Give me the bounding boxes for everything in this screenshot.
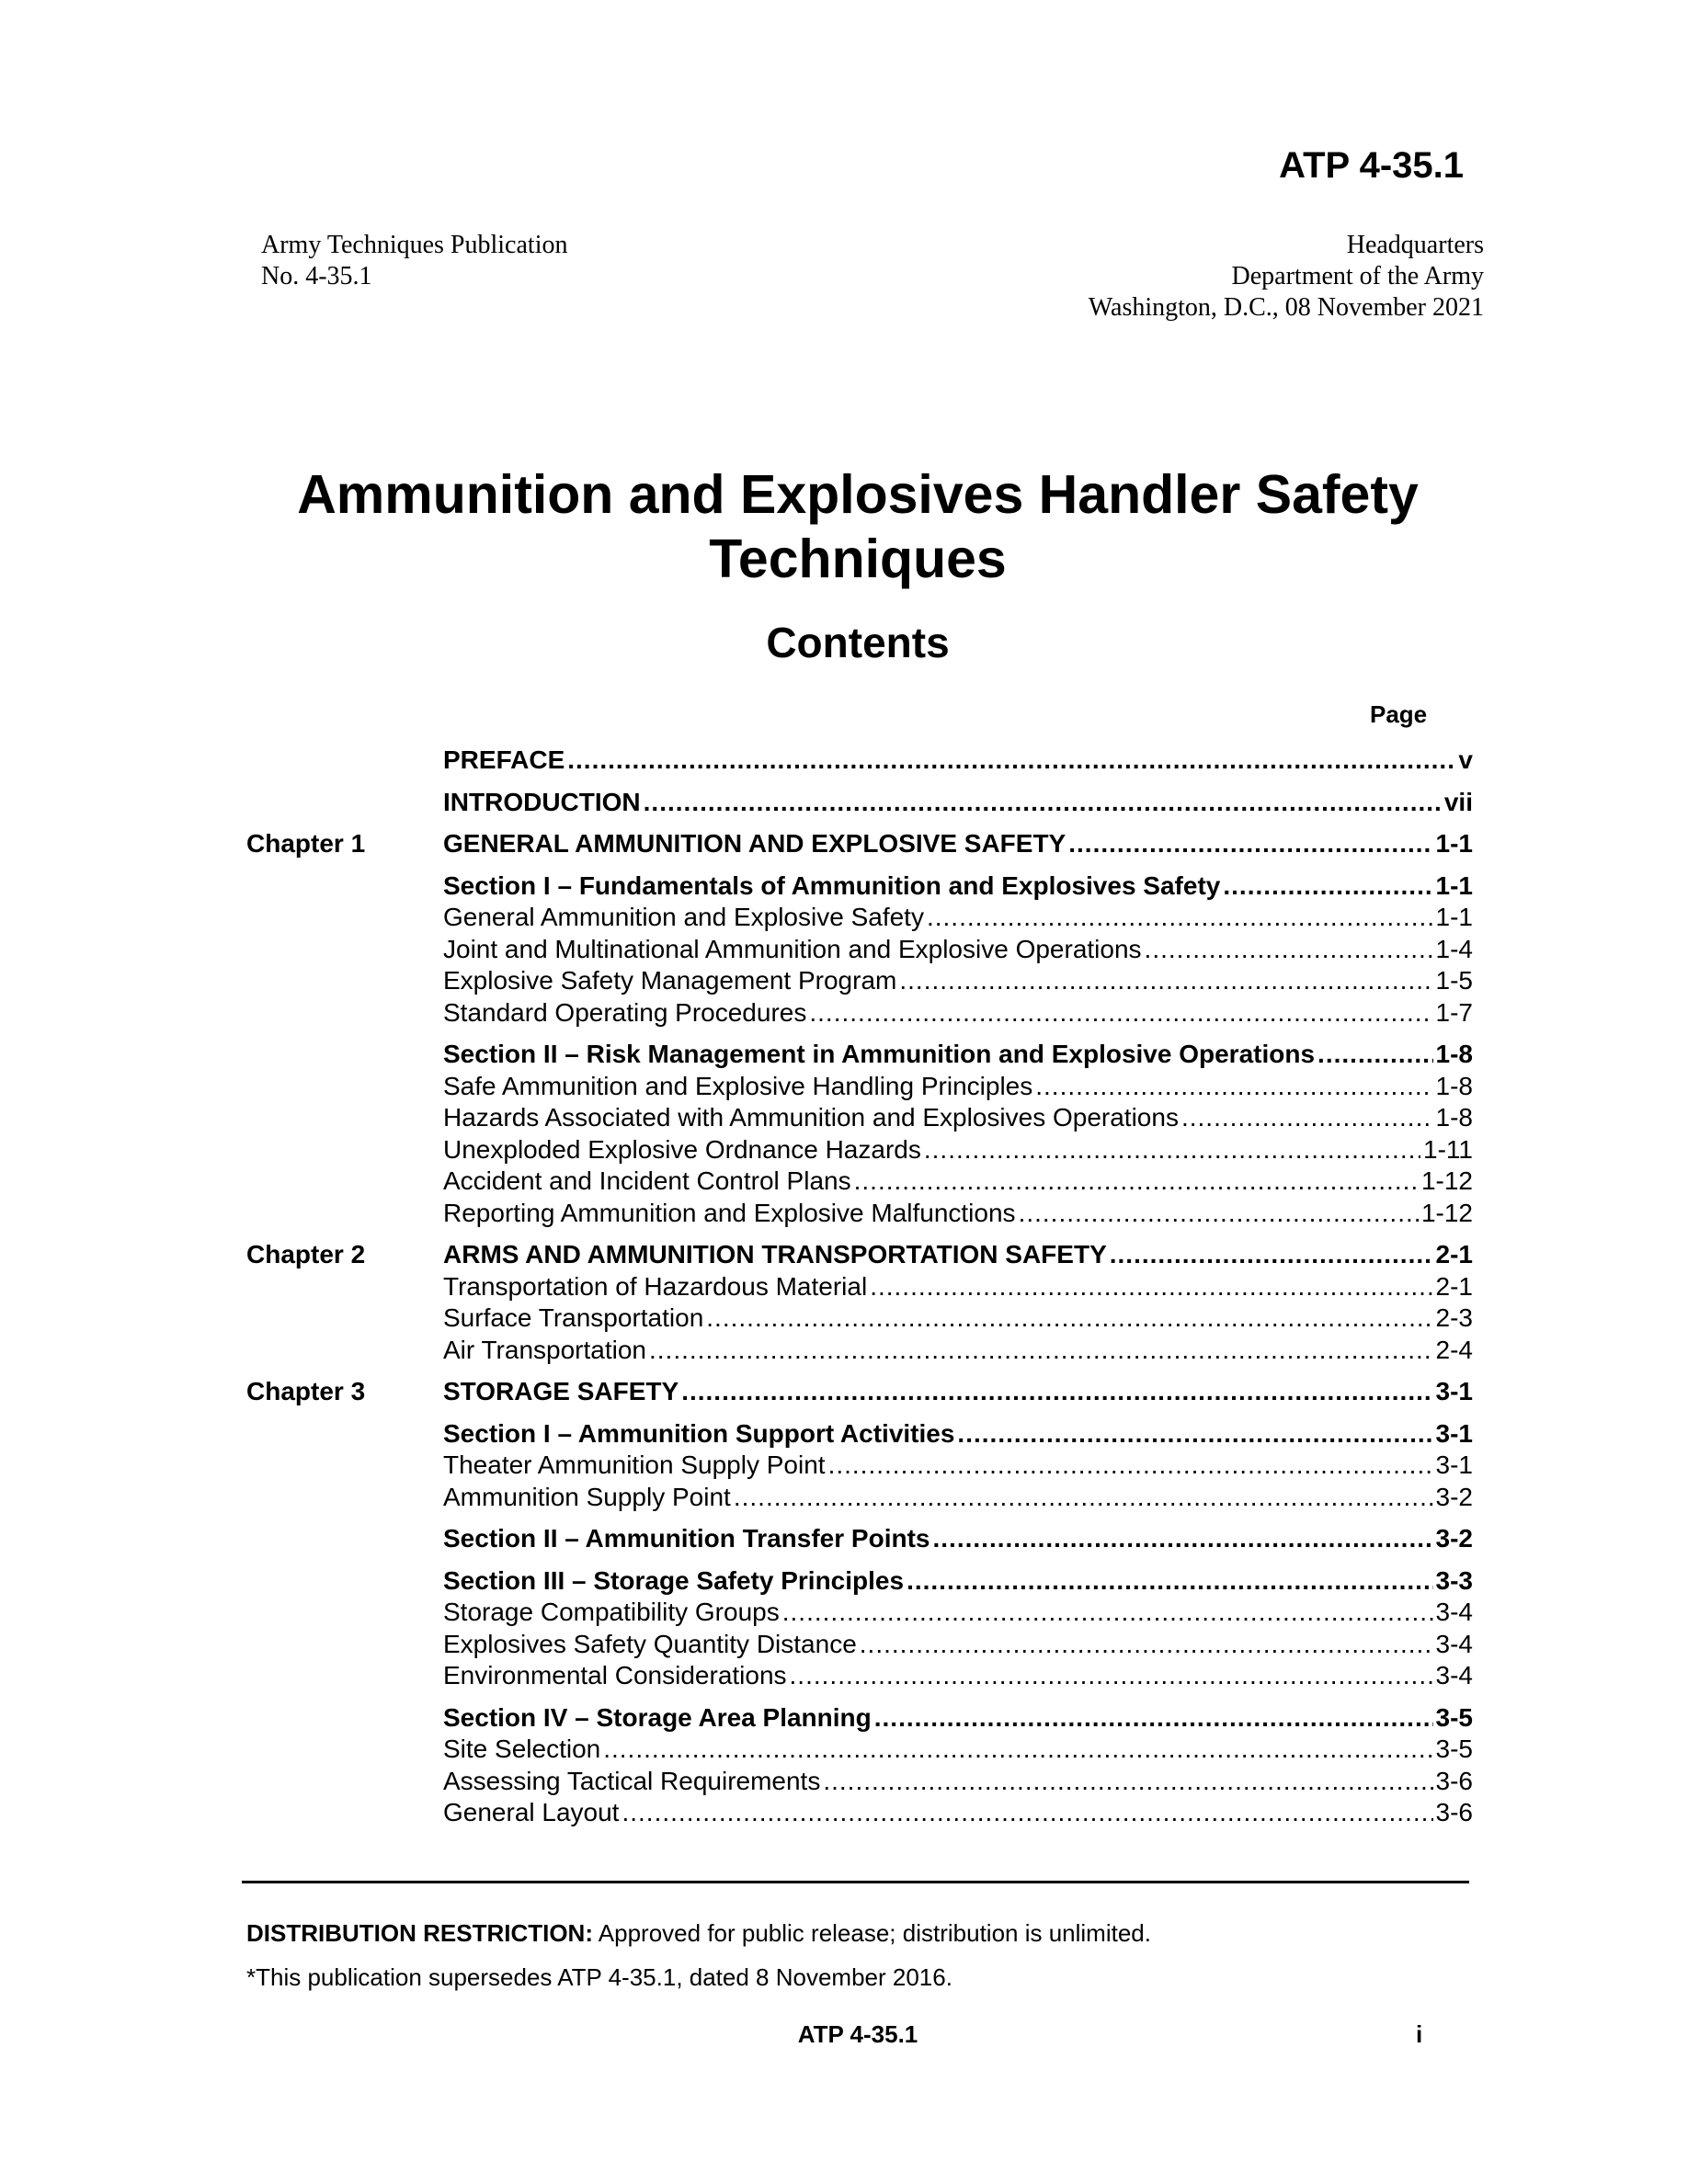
toc-entry-line — [443, 965, 1473, 997]
toc-entry-line — [443, 1450, 1473, 1482]
toc-entry-line — [443, 828, 1473, 860]
toc-entry-line — [443, 1597, 1473, 1629]
toc-page-number: 1-12 — [1420, 1198, 1473, 1227]
toc-entry-line — [443, 1039, 1473, 1071]
toc-page-number: 3-1 — [1435, 1450, 1473, 1479]
document-title-line-2: Techniques — [709, 529, 1007, 589]
toc-dot-leader — [874, 1702, 1433, 1735]
toc-dot-leader — [957, 1418, 1432, 1450]
toc-dot-leader — [809, 997, 1432, 1029]
supersedes-note: *This publication supersedes ATP 4-35.1, dated 8 November 2016. — [246, 1963, 952, 1991]
toc-entry[interactable] — [246, 870, 1473, 903]
department-label: Department of the Army — [1231, 262, 1484, 290]
toc-page-number: 1-1 — [1435, 829, 1473, 858]
toc-entry-line — [443, 787, 1473, 819]
toc-entry-title: Hazards Associated with Ammunition and Explosives Operations — [443, 1103, 1179, 1132]
toc-dot-leader — [649, 1335, 1433, 1367]
toc-page-number: 2-3 — [1435, 1303, 1473, 1332]
toc-entry-title: Storage Compatibility Groups — [443, 1598, 780, 1626]
toc-entry-title: Site Selection — [443, 1735, 601, 1763]
toc-entry-line — [443, 1271, 1473, 1303]
toc-entry[interactable] — [246, 787, 1473, 819]
toc-entry-title: Ammunition Supply Point — [443, 1482, 731, 1511]
toc-entry-line — [443, 1482, 1473, 1514]
toc-dot-leader — [860, 1629, 1433, 1661]
toc-entry-title: General Layout — [443, 1798, 620, 1826]
toc-entry[interactable] — [246, 1039, 1473, 1071]
toc-entry[interactable] — [246, 965, 1473, 997]
toc-entry[interactable] — [246, 745, 1473, 777]
toc-entry-title: Section I – Ammunition Support Activities — [443, 1418, 955, 1448]
headquarters-block — [1089, 230, 1484, 324]
distribution-restriction — [246, 1919, 1151, 1948]
location-date: Washington, D.C., 08 November 2021 — [1088, 293, 1484, 322]
publication-type: Army Techniques Publication — [261, 231, 568, 259]
toc-page-number: 1-5 — [1435, 966, 1473, 995]
toc-dot-leader — [907, 1565, 1432, 1598]
toc-entry[interactable] — [246, 1450, 1473, 1482]
publication-number-block — [261, 230, 567, 292]
toc-chapter-label: Chapter 2 — [246, 1240, 366, 1268]
toc-entry-title: PREFACE — [443, 745, 565, 774]
toc-entry-title: Joint and Multinational Ammunition and Explosive Operations — [443, 934, 1142, 963]
toc-entry-line — [443, 870, 1473, 903]
toc-entry[interactable] — [246, 1629, 1473, 1661]
toc-page-number: 3-4 — [1435, 1661, 1473, 1689]
toc-page-number: 3-1 — [1435, 1377, 1473, 1405]
toc-entry-title: Assessing Tactical Requirements — [443, 1766, 821, 1795]
headquarters-label: Headquarters — [1346, 231, 1484, 259]
toc-page-number: 1-11 — [1423, 1134, 1473, 1164]
toc-dot-leader — [854, 1166, 1419, 1198]
toc-dot-leader — [899, 965, 1432, 997]
toc-entry-title: STORAGE SAFETY — [443, 1377, 679, 1405]
toc-page-number: v — [1458, 745, 1473, 774]
toc-dot-leader — [870, 1271, 1432, 1303]
toc-page-number: vii — [1443, 787, 1473, 816]
toc-entry[interactable] — [246, 1335, 1473, 1367]
toc-page-number: 3-6 — [1435, 1798, 1473, 1826]
toc-entry-line — [443, 1335, 1473, 1367]
divider-rule — [242, 1881, 1469, 1883]
toc-entry-line — [443, 1629, 1473, 1661]
publication-id: ATP 4-35.1 — [1279, 145, 1464, 186]
toc-entry-title: Accident and Incident Control Plans — [443, 1166, 851, 1195]
toc-page-number: 2-4 — [1435, 1335, 1473, 1364]
footer-publication-id: ATP 4-35.1 — [797, 2020, 918, 2048]
toc-dot-leader — [927, 902, 1433, 934]
toc-dot-leader — [1317, 1039, 1432, 1071]
toc-entry-title: Unexploded Explosive Ordnance Hazards — [443, 1134, 921, 1164]
toc-entry[interactable] — [246, 1376, 1473, 1408]
toc-dot-leader — [1223, 870, 1432, 903]
toc-entry[interactable] — [246, 1766, 1473, 1798]
toc-entry-line — [443, 1166, 1473, 1198]
toc-page-number: 1-1 — [1435, 870, 1473, 900]
toc-dot-leader — [823, 1766, 1432, 1798]
toc-dot-leader — [1145, 934, 1433, 966]
toc-page-number: 3-4 — [1435, 1598, 1473, 1626]
toc-dot-leader — [734, 1482, 1433, 1514]
footer-page-number: i — [1416, 2020, 1423, 2048]
toc-entry-line — [443, 1523, 1473, 1555]
toc-page-number: 1-8 — [1435, 1040, 1473, 1068]
toc-entry-title: Section I – Fundamentals of Ammunition and Explosives Safety — [443, 870, 1221, 900]
toc-entry[interactable] — [246, 1482, 1473, 1514]
toc-dot-leader — [924, 1134, 1420, 1166]
toc-dot-leader — [932, 1523, 1432, 1555]
toc-dot-leader — [1035, 1071, 1432, 1103]
toc-dot-leader — [706, 1302, 1432, 1335]
toc-page-number: 3-1 — [1435, 1418, 1473, 1448]
toc-entry-line — [443, 1071, 1473, 1103]
toc-entry-title: Reporting Ammunition and Explosive Malfunctions — [443, 1198, 1016, 1227]
toc-entry-title: INTRODUCTION — [443, 787, 641, 816]
toc-chapter-label: Chapter 1 — [246, 829, 366, 858]
toc-page-number: 1-12 — [1420, 1166, 1473, 1195]
toc-entry-title: Explosives Safety Quantity Distance — [443, 1629, 857, 1658]
toc-page-number: 3-3 — [1435, 1565, 1473, 1595]
toc-entry[interactable] — [246, 1523, 1473, 1555]
toc-dot-leader — [1068, 828, 1432, 860]
toc-entry-line — [443, 1565, 1473, 1598]
toc-entry-title: Air Transportation — [443, 1335, 646, 1364]
toc-entry-line — [443, 902, 1473, 934]
toc-chapter-label: Chapter 3 — [246, 1377, 366, 1405]
toc-entry[interactable] — [246, 1302, 1473, 1335]
toc-page-number: 3-5 — [1435, 1735, 1473, 1763]
toc-entry-line — [443, 1660, 1473, 1692]
toc-entry-title: Theater Ammunition Supply Point — [443, 1450, 826, 1479]
page-column-label: Page — [1370, 700, 1428, 728]
toc-entry[interactable] — [246, 1702, 1473, 1735]
toc-entry[interactable] — [246, 1198, 1473, 1230]
toc-entry-line — [443, 1134, 1473, 1166]
toc-page-number: 1-4 — [1435, 934, 1473, 963]
toc-entry[interactable] — [246, 1271, 1473, 1303]
document-title-line-1: Ammunition and Explosives Handler Safety — [297, 464, 1419, 525]
toc-entry[interactable] — [246, 997, 1473, 1029]
toc-entry-line — [443, 745, 1473, 777]
document-title — [0, 462, 1688, 591]
toc-dot-leader — [1181, 1102, 1433, 1134]
toc-entry-title: GENERAL AMMUNITION AND EXPLOSIVE SAFETY — [443, 829, 1066, 858]
toc-entry-title: Environmental Considerations — [443, 1661, 787, 1689]
toc-entry-title: ARMS AND AMMUNITION TRANSPORTATION SAFETY — [443, 1240, 1107, 1268]
toc-entry[interactable] — [246, 1239, 1473, 1271]
toc-entry-line — [443, 1239, 1473, 1271]
toc-dot-leader — [622, 1797, 1432, 1829]
toc-dot-leader — [644, 787, 1442, 819]
toc-page-number: 3-2 — [1435, 1524, 1473, 1553]
toc-page-number: 2-1 — [1435, 1240, 1473, 1268]
toc-entry-title: Section III – Storage Safety Principles — [443, 1565, 905, 1595]
toc-page-number: 1-7 — [1435, 997, 1473, 1027]
toc-entry-title: Safe Ammunition and Explosive Handling Principles — [443, 1071, 1033, 1100]
toc-dot-leader — [828, 1450, 1433, 1482]
toc-entry-line — [443, 1376, 1473, 1408]
toc-entry-line — [443, 997, 1473, 1029]
toc-entry-line — [443, 1766, 1473, 1798]
toc-entry-title: Section II – Risk Management in Ammunition and Explosive Operations — [443, 1040, 1316, 1068]
toc-page-number: 1-8 — [1435, 1103, 1473, 1132]
toc-entry[interactable] — [246, 934, 1473, 966]
publication-number: No. 4-35.1 — [261, 262, 372, 290]
toc-entry[interactable] — [246, 1418, 1473, 1450]
toc-entry-title: Standard Operating Procedures — [443, 997, 807, 1027]
toc-entry-title: Section II – Ammunition Transfer Points — [443, 1524, 930, 1553]
toc-entry[interactable] — [246, 1734, 1473, 1766]
toc-page-number: 2-1 — [1435, 1271, 1473, 1301]
toc-entry[interactable] — [246, 1597, 1473, 1629]
toc-entry-line — [443, 1702, 1473, 1735]
toc-entry[interactable] — [246, 1565, 1473, 1598]
toc-page-number: 3-5 — [1435, 1702, 1473, 1732]
toc-entry[interactable] — [246, 1102, 1473, 1134]
toc-entry-line — [443, 1797, 1473, 1829]
toc-page-number: 1-8 — [1435, 1071, 1473, 1100]
contents-heading: Contents — [766, 619, 950, 666]
distribution-text: Approved for public release; distribution is unlimited. — [593, 1919, 1151, 1947]
toc-page-number: 1-1 — [1435, 903, 1473, 931]
toc-dot-leader — [790, 1660, 1433, 1692]
toc-entry[interactable] — [246, 1166, 1473, 1198]
toc-entry[interactable] — [246, 902, 1473, 934]
toc-entry-title: Section IV – Storage Area Planning — [443, 1702, 872, 1732]
toc-dot-leader — [603, 1734, 1432, 1766]
toc-entry[interactable] — [246, 1797, 1473, 1829]
toc-page-number: 3-4 — [1435, 1629, 1473, 1658]
toc-dot-leader — [567, 745, 1455, 777]
toc-page-number: 3-6 — [1435, 1766, 1473, 1795]
toc-entry-line — [443, 1734, 1473, 1766]
toc-entry-line — [443, 934, 1473, 966]
toc-entry-title: General Ammunition and Explosive Safety — [443, 903, 924, 931]
toc-entry-line — [443, 1102, 1473, 1134]
toc-entry-line — [443, 1418, 1473, 1450]
distribution-label: DISTRIBUTION RESTRICTION: — [246, 1919, 593, 1947]
toc-dot-leader — [681, 1376, 1432, 1408]
toc-entry[interactable] — [246, 1071, 1473, 1103]
toc-entry[interactable] — [246, 1660, 1473, 1692]
table-of-contents — [246, 745, 1473, 1829]
toc-entry-title: Explosive Safety Management Program — [443, 966, 897, 995]
toc-entry-line — [443, 1302, 1473, 1335]
toc-dot-leader — [1110, 1239, 1433, 1271]
toc-entry-title: Surface Transportation — [443, 1303, 704, 1332]
toc-entry[interactable] — [246, 828, 1473, 860]
toc-entry-line — [443, 1198, 1473, 1230]
toc-entry-title: Transportation of Hazardous Material — [443, 1271, 868, 1301]
toc-page-number: 3-2 — [1435, 1482, 1473, 1511]
toc-dot-leader — [1019, 1198, 1419, 1230]
toc-dot-leader — [782, 1597, 1433, 1629]
toc-entry[interactable] — [246, 1134, 1473, 1166]
